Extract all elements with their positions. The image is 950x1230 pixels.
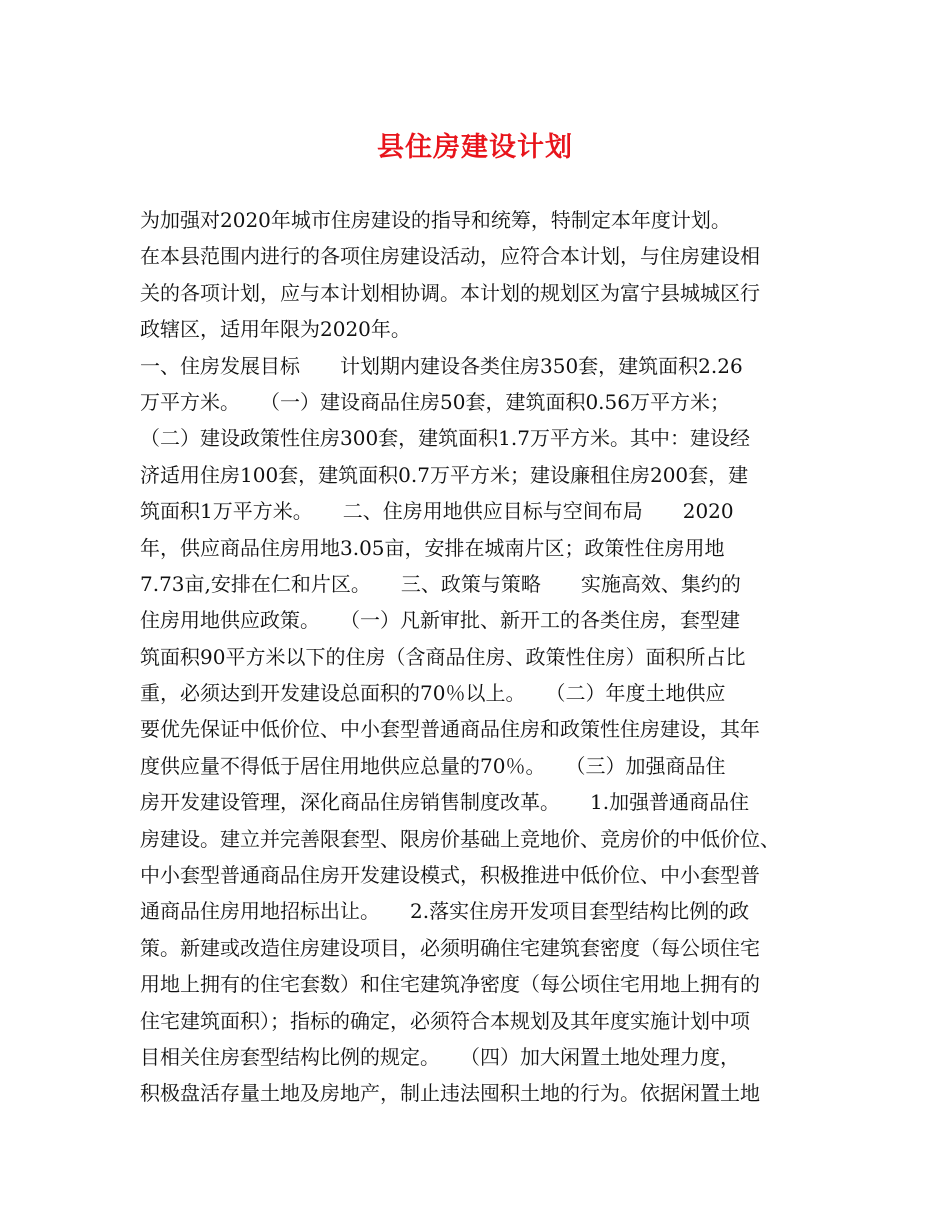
body-line: 在本县范围内进行的各项住房建设活动，应符合本计划，与住房建设相: [140, 244, 760, 269]
body-line: 济适用住房100套，建筑面积0.7万平方米；建设廉租住房200套，建: [140, 462, 749, 487]
body-line: 目相关住房套型结构比例的规定。 （四）加大闲置土地处理力度，: [140, 1044, 740, 1069]
body-line: 住宅建筑面积）；指标的确定，必须符合本规划及其年度实施计划中项: [140, 1008, 750, 1033]
body-line: 一、住房发展目标 计划期内建设各类住房350套，建筑面积2.26: [140, 353, 743, 378]
document-title: 县住房建设计划: [377, 132, 573, 163]
body-line: 通商品住房用地招标出让。 2.落实住房开发项目套型结构比例的政: [140, 899, 750, 924]
body-line: 度供应量不得低于居住用地供应总量的70％。 （三）加强商品住: [140, 753, 726, 778]
body-line: 策。新建或改造住房建设项目，必须明确住宅建筑套密度（每公顷住宅: [140, 935, 760, 960]
document-body: [140, 202, 830, 1112]
body-line: 年，供应商品住房用地3.05亩，安排在城南片区；政策性住房用地: [140, 535, 725, 560]
body-line: 政辖区，适用年限为2020年。: [140, 317, 411, 342]
body-line: （二）建设政策性住房300套，建筑面积1.7万平方米。其中：建设经: [140, 426, 750, 451]
body-line: 重，必须达到开发建设总面积的70％以上。 （二）年度土地供应: [140, 681, 726, 706]
body-line: 关的各项计划，应与本计划相协调。本计划的规划区为富宁县城城区行: [140, 280, 760, 305]
body-line: 房开发建设管理，深化商品住房销售制度改革。 1.加强普通商品住: [140, 790, 750, 815]
body-line: 筑面积90平方米以下的住房（含商品住房、政策性住房）面积所占比: [140, 644, 746, 669]
body-line: 筑面积1万平方米。 二、住房用地供应目标与空间布局 2020: [140, 499, 734, 524]
body-line: 7.73亩,安排在仁和片区。 三、政策与策略 实施高效、集约的: [140, 571, 741, 596]
body-line: 中小套型普通商品住房开发建设模式，积极推进中低价位、中小套型普: [140, 863, 760, 888]
body-line: 要优先保证中低价位、中小套型普通商品住房和政策性住房建设，其年: [140, 717, 760, 742]
body-line: 积极盘活存量土地及房地产，制止违法囤积土地的行为。依据闲置土地: [140, 1081, 760, 1106]
body-line: 房建设。建立并完善限套型、限房价基础上竞地价、竞房价的中低价位、: [140, 826, 780, 851]
body-line: 用地上拥有的住宅套数）和住宅建筑净密度（每公顷住宅用地上拥有的: [140, 972, 760, 997]
body-line: 万平方米。 （一）建设商品住房50套，建筑面积0.56万平方米；: [140, 389, 730, 414]
body-line: 为加强对2020年城市住房建设的指导和统筹，特制定本年度计划。: [140, 208, 731, 232]
body-line: 住房用地供应政策。 （一）凡新审批、新开工的各类住房，套型建: [140, 608, 740, 633]
